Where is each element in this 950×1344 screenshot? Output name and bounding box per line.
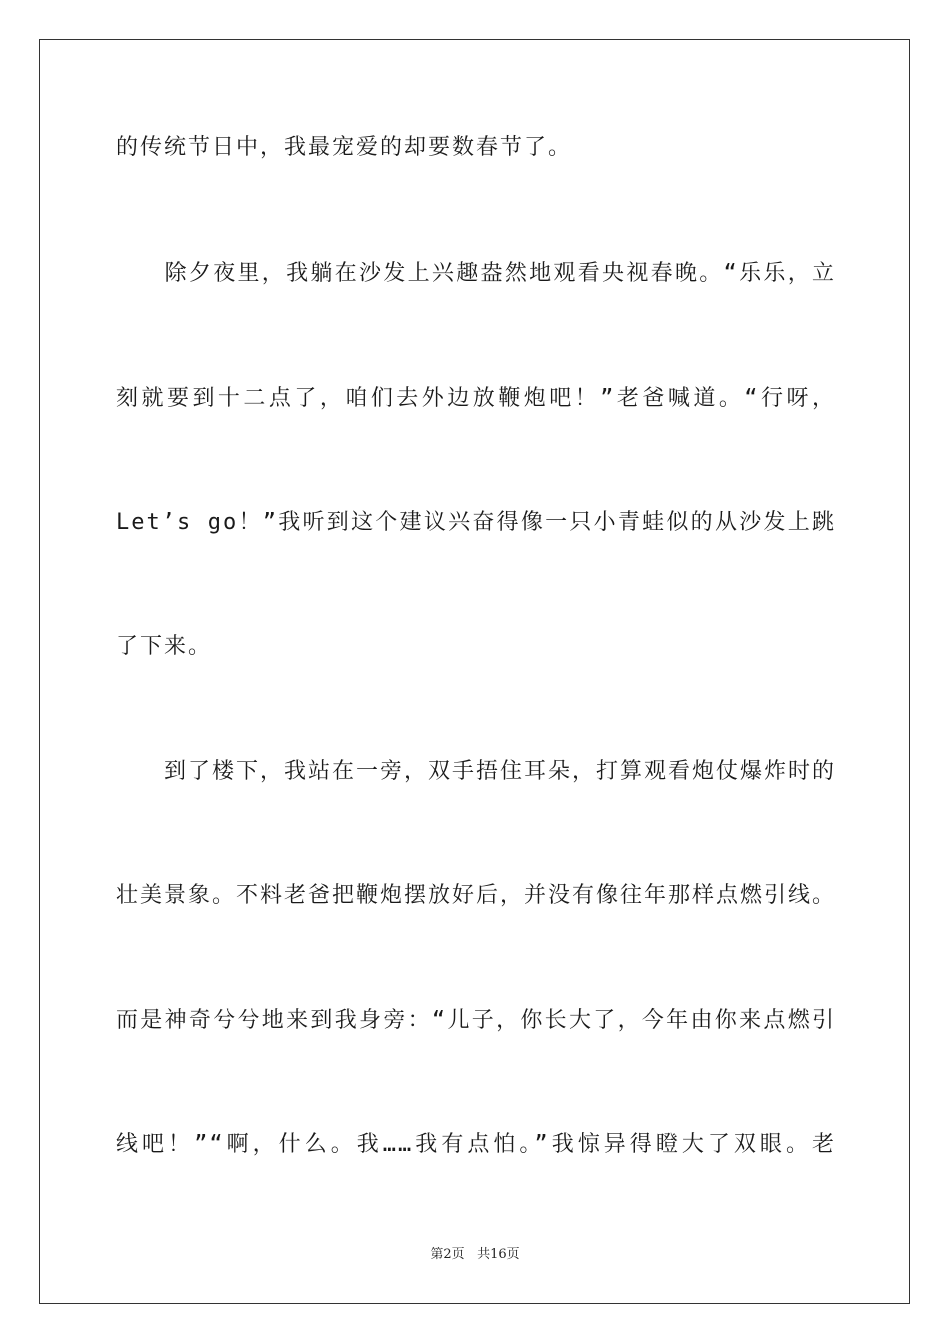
text-line-3: 刻就要到十二点了，咱们去外边放鞭炮吧！”老爸喊道。“行呀， [116, 386, 836, 411]
page-footer [0, 1246, 950, 1264]
text-line-2: 除夕夜里，我躺在沙发上兴趣盎然地观看央视春晚。“乐乐，立 [116, 261, 836, 286]
page-border [39, 39, 910, 1304]
text-line-7: 壮美景象。不料老爸把鞭炮摆放好后，并没有像往年那样点燃引线。 [116, 883, 837, 908]
text-line-4: Let’s go！”我听到这个建议兴奋得像一只小青蛙似的从沙发上跳 [116, 510, 836, 535]
text-line-9: 线吧！”“啊，什么。我……我有点怕。”我惊异得瞪大了双眼。老 [116, 1132, 836, 1157]
text-line-8: 而是神奇兮兮地来到我身旁：“儿子，你长大了，今年由你来点燃引 [116, 1008, 836, 1033]
text-line-1: 的传统节日中，我最宠爱的却要数春节了。 [116, 135, 573, 160]
text-line-6: 到了楼下，我站在一旁，双手捂住耳朵，打算观看炮仗爆炸时的 [116, 759, 837, 784]
total-pages: 共16页 [477, 1247, 520, 1262]
page-number: 第2页 [430, 1247, 465, 1262]
text-line-5: 了下来。 [116, 634, 213, 659]
